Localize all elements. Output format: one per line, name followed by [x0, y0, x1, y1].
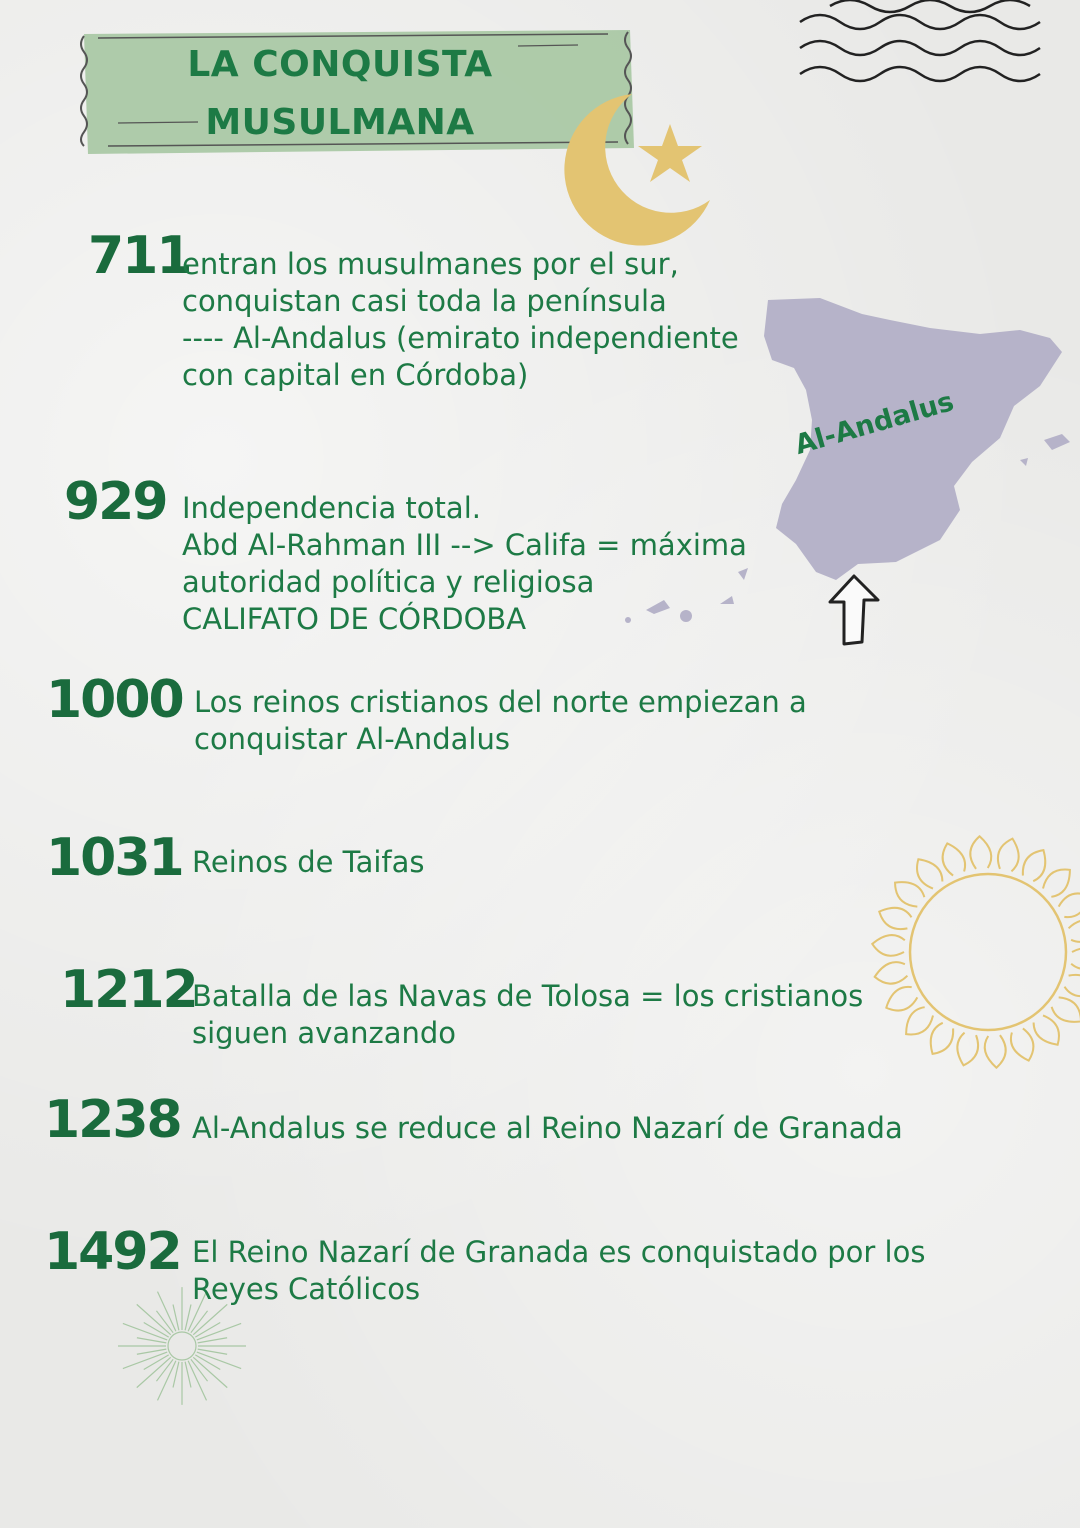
map-label: Al-Andalus	[791, 386, 958, 461]
event-1238-description: Al-Andalus se reduce al Reino Nazarí de Granada	[192, 1111, 903, 1145]
arrow-up-icon	[822, 570, 884, 650]
event-929-description: Independencia total. Abd Al-Rahman III --> Califa = máxima autoridad política y religiosa CALIFATO DE CÓRDOBA	[182, 491, 747, 636]
sun-icon	[836, 810, 1080, 1100]
year-1492: 1492	[44, 1222, 181, 1282]
year-1212: 1212	[60, 960, 197, 1020]
year-711: 711	[88, 226, 191, 286]
event-1000-description: Los reinos cristianos del norte empiezan a conquistar Al-Andalus	[194, 685, 807, 756]
year-1000: 1000	[46, 670, 183, 730]
title-line-2: MUSULMANA	[205, 102, 475, 143]
year-1031: 1031	[46, 828, 183, 888]
event-711-description: entran los musulmanes por el sur, conquistan casi toda la península ---- Al-Andalus (emirato independiente con capital en Córdoba)	[182, 247, 739, 392]
title-line-1: LA CONQUISTA	[187, 44, 493, 85]
crescent-star-icon	[560, 88, 720, 248]
page-title	[120, 36, 560, 152]
event-1031-description: Reinos de Taifas	[192, 845, 425, 879]
event-1212-description: Batalla de las Navas de Tolosa = los cristianos siguen avanzando	[192, 979, 864, 1050]
event-1492-description: El Reino Nazarí de Granada es conquistado por los Reyes Católicos	[192, 1235, 926, 1306]
year-1238: 1238	[44, 1090, 181, 1150]
year-929: 929	[64, 472, 167, 532]
wavy-lines-icon	[790, 0, 1080, 110]
